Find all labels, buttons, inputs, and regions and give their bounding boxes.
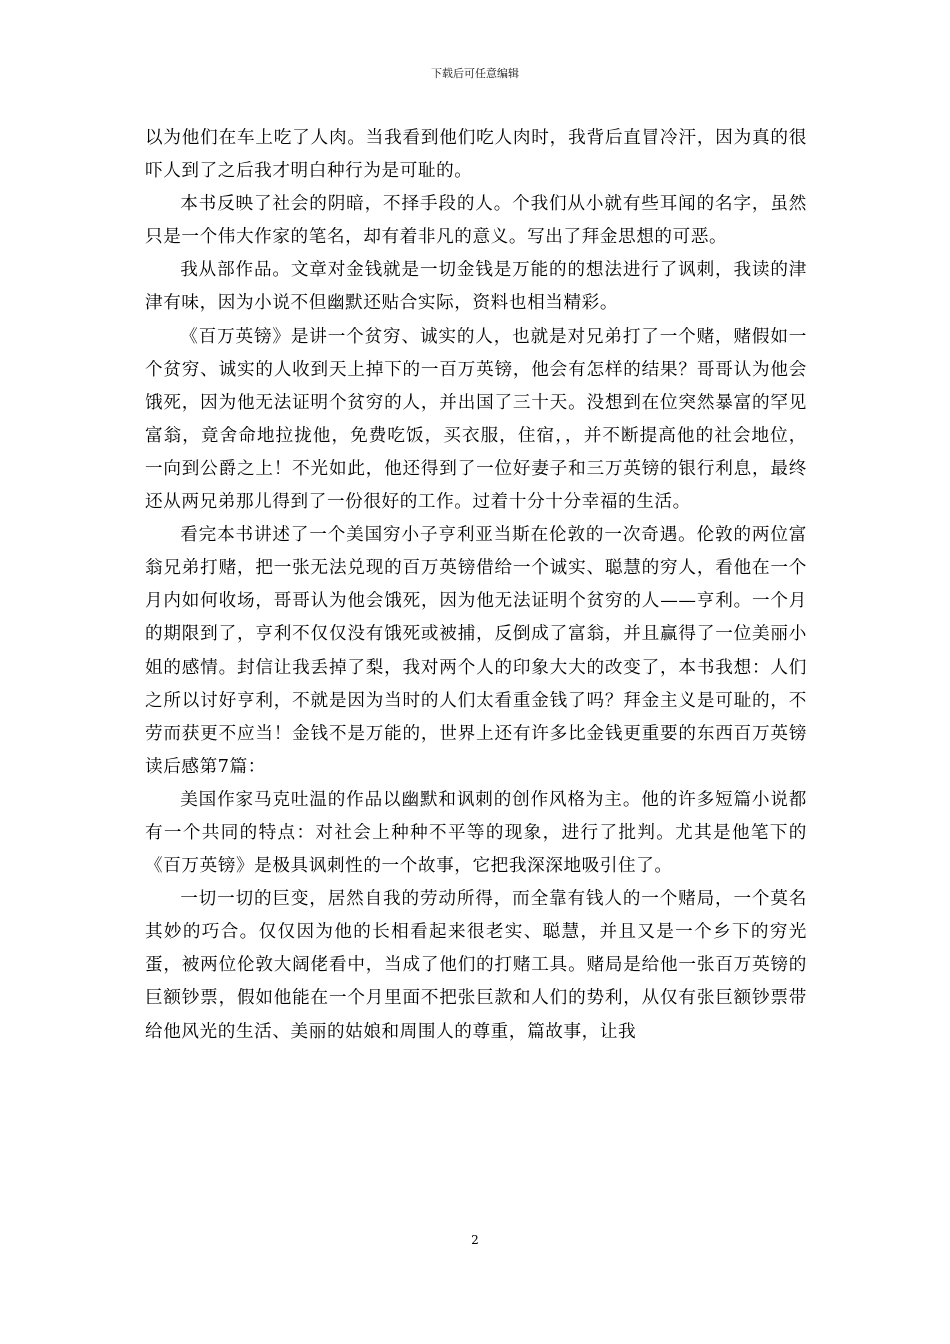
paragraph-4: 《百万英镑》是讲一个贫穷、诚实的人，也就是对兄弟打了一个赌，赌假如一个贫穷、诚实的人收到天上掉下的一百万英镑，他会有怎样的结果？哥哥认为他会饿死，因为他无法证明个贫穷的人，并出国了三十天。没想到在位突然暴富的罕见富翁，竟舍命地拉拢他，免费吃饭，买衣服，住宿，，并不断提高他的社会地位，一向到公爵之上！不光如此，他还得到了一位好妻子和三万英镑的银行利息，最终还从两兄弟那儿得到了一份很好的工作。过着十分十分幸福的生活。 bbox=[145, 326, 807, 513]
document-body bbox=[145, 122, 807, 1049]
paragraph-6: 美国作家马克吐温的作品以幽默和讽刺的创作风格为主。他的许多短篇小说都有一个共同的特点：对社会上种种不平等的现象，进行了批判。尤其是他笔下的《百万英镑》是极具讽刺性的一个故事，它把我深深地吸引住了。 bbox=[145, 789, 807, 877]
paragraph-2: 本书反映了社会的阴暗，不择手段的人。个我们从小就有些耳闻的名字，虽然只是一个伟大作家的笔名，却有着非凡的意义。写出了拜金思想的可恶。 bbox=[145, 194, 807, 248]
paragraph-7: 一切一切的巨变，居然自我的劳动所得，而全靠有钱人的一个赌局，一个莫名其妙的巧合。仅仅因为他的长相看起来很老实、聪慧，并且又是一个乡下的穷光蛋，被两位伦敦大阔佬看中，当成了他们的打赌工具。赌局是给他一张百万英镑的巨额钞票，假如他能在一个月里面不把张巨款和人们的势利，从仅有张巨额钞票带给他风光的生活、美丽的姑娘和周围人的尊重，篇故事，让我 bbox=[145, 889, 807, 1042]
paragraph-1: 以为他们在车上吃了人肉。当我看到他们吃人肉时，我背后直冒冷汗，因为真的很吓人到了之后我才明白种行为是可耻的。 bbox=[145, 128, 807, 182]
page-header: 下载后可任意编辑 bbox=[431, 67, 519, 80]
page-number: 2 bbox=[471, 1233, 479, 1247]
paragraph-3: 我从部作品。文章对金钱就是一切金钱是万能的的想法进行了讽刺，我读的津津有味，因为小说不但幽默还贴合实际，资料也相当精彩。 bbox=[145, 260, 807, 314]
paragraph-5: 看完本书讲述了一个美国穷小子亨利亚当斯在伦敦的一次奇遇。伦敦的两位富翁兄弟打赌，把一张无法兑现的百万英镑借给一个诚实、聪慧的穷人，看他在一个月内如何收场，哥哥认为他会饿死，因为他无法证明个贫穷的人——亨利。一个月的期限到了，亨利不仅仅没有饿死或被捕，反倒成了富翁，并且赢得了一位美丽小姐的感情。封信让我丢掉了梨，我对两个人的印象大大的改变了，本书我想：人们之所以讨好亨利，不就是因为当时的人们太看重金钱了吗？拜金主义是可耻的，不劳而获更不应当！金钱不是万能的，世界上还有许多比金钱更重要的东西百万英镑读后感第7篇： bbox=[145, 525, 807, 777]
